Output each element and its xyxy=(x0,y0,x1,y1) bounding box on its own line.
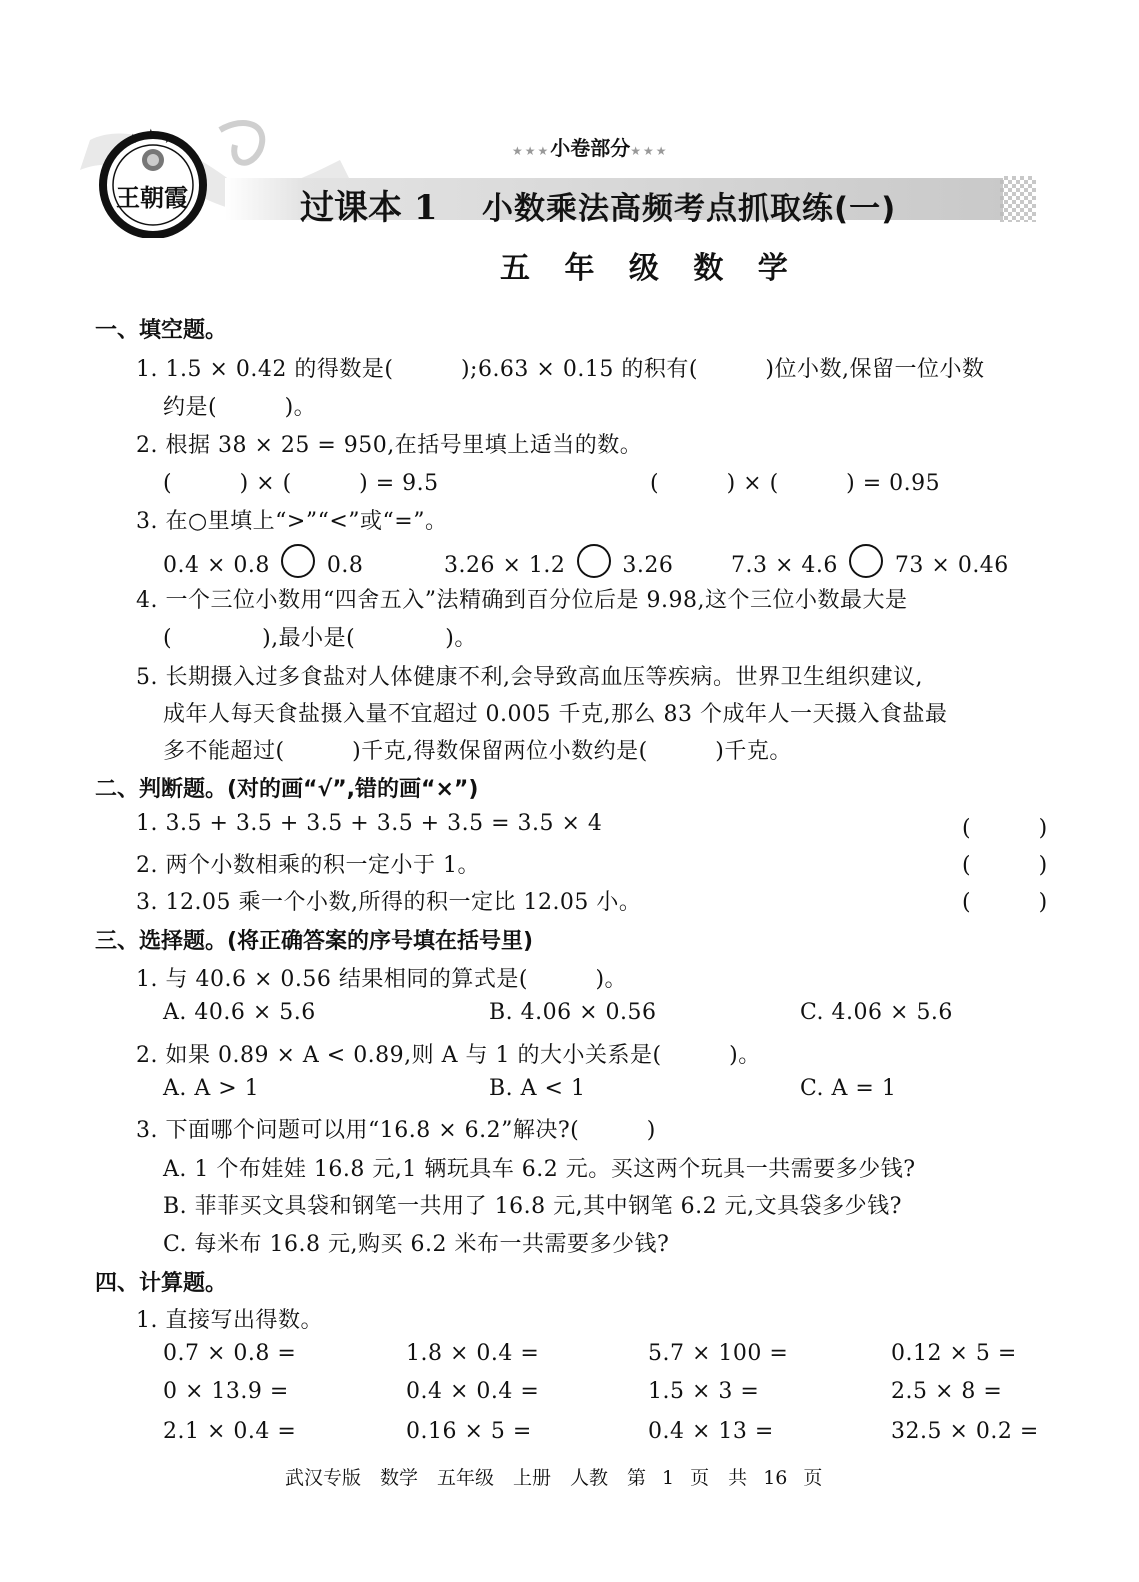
s1-q3-b-left: 3.26 × 1.2 xyxy=(444,553,566,578)
s1-q4-line1: 4. 一个三位小数用“四舍五入”法精确到百分位后是 9.98,这个三位小数最大是 xyxy=(136,588,908,613)
calc-cell: 1.5 × 3 = xyxy=(648,1379,760,1404)
calc-cell: 0.7 × 0.8 = xyxy=(163,1341,297,1366)
s3-q1-option-a: A. 40.6 × 5.6 xyxy=(163,1000,316,1025)
s1-q3-a-right: 0.8 xyxy=(326,553,364,578)
calc-cell: 2.5 × 8 = xyxy=(891,1379,1003,1404)
s1-q2-left: ( ) × ( ) = 9.5 xyxy=(163,471,439,496)
svg-text:★: ★ xyxy=(163,132,175,147)
calc-cell: 1.8 × 0.4 = xyxy=(406,1341,540,1366)
calc-cell: 0.16 × 5 = xyxy=(406,1419,532,1444)
part-label xyxy=(512,132,669,161)
s1-q3-item-a xyxy=(163,544,363,578)
s1-q3-item-b xyxy=(444,544,673,578)
s1-q3-item-c xyxy=(731,544,1009,578)
lesson-subtitle: 小数乘法高频考点抓取练(一) xyxy=(482,191,897,227)
s1-q3-b-right: 3.26 xyxy=(622,553,674,578)
part-label-text: 小卷部分 xyxy=(550,136,631,160)
compare-circle-icon[interactable] xyxy=(281,544,315,578)
compare-circle-icon[interactable] xyxy=(849,544,883,578)
s1-q5-line3: 多不能超过( )千克,得数保留两位小数约是( )千克。 xyxy=(163,739,792,764)
s1-q3-c-left: 7.3 × 4.6 xyxy=(731,553,838,578)
s3-q3-option-b: B. 菲菲买文具袋和钢笔一共用了 16.8 元,其中钢笔 6.2 元,文具袋多少钱? xyxy=(163,1194,902,1219)
calc-cell: 5.7 × 100 = xyxy=(648,1341,789,1366)
section-true-false-heading: 二、判断题。(对的画“√”,错的画“×”) xyxy=(95,777,479,802)
s1-q2-right: ( ) × ( ) = 0.95 xyxy=(650,471,941,496)
logo-text: 王朝霞 xyxy=(116,183,188,212)
calc-cell: 0.4 × 0.4 = xyxy=(406,1379,540,1404)
s1-q1-line1: 1. 1.5 × 0.42 的得数是( );6.63 × 0.15 的积有( )位小数,保留一位小数 xyxy=(136,357,985,382)
s3-q2: 2. 如果 0.89 × A < 0.89,则 A 与 1 的大小关系是( )。 xyxy=(136,1043,761,1068)
calc-cell: 0 × 13.9 = xyxy=(163,1379,289,1404)
s1-q5-line2: 成年人每天食盐摄入量不宜超过 0.005 千克,那么 83 个成年人一天摄入食盐最 xyxy=(163,702,948,727)
s1-q2-line1: 2. 根据 38 × 25 = 950,在括号里填上适当的数。 xyxy=(136,433,643,458)
calc-cell: 32.5 × 0.2 = xyxy=(891,1419,1039,1444)
publisher-logo xyxy=(98,128,208,238)
grade-subject: 五 年 级 数 学 xyxy=(500,251,800,286)
s3-q3: 3. 下面哪个问题可以用“16.8 × 6.2”解决?( ) xyxy=(136,1118,656,1143)
s2-q3: 3. 12.05 乘一个小数,所得的积一定比 12.05 小。 xyxy=(136,890,642,915)
s1-q1-line2: 约是( )。 xyxy=(163,395,317,420)
s3-q3-option-a: A. 1 个布娃娃 16.8 元,1 辆玩具车 6.2 元。买这两个玩具一共需要多少钱? xyxy=(163,1157,916,1182)
section-fill-blank-heading: 一、填空题。 xyxy=(95,318,228,343)
stars-right: ★★★ xyxy=(630,144,669,158)
s3-q2-option-c: C. A = 1 xyxy=(800,1076,897,1101)
svg-text:★: ★ xyxy=(145,128,157,142)
s3-q2-option-a: A. A > 1 xyxy=(163,1076,260,1101)
s3-q2-option-b: B. A < 1 xyxy=(489,1076,586,1101)
s2-q2-bracket[interactable]: ( ) xyxy=(962,853,1048,878)
s3-q3-option-c: C. 每米布 16.8 元,购买 6.2 米布一共需要多少钱? xyxy=(163,1232,670,1257)
calc-cell: 0.12 × 5 = xyxy=(891,1341,1017,1366)
s3-q1-option-c: C. 4.06 × 5.6 xyxy=(800,1000,953,1025)
s3-q1: 1. 与 40.6 × 0.56 结果相同的算式是( )。 xyxy=(136,967,628,992)
s1-q5-line1: 5. 长期摄入过多食盐对人体健康不利,会导致高血压等疾病。世界卫生组织建议, xyxy=(136,665,923,690)
calc-cell: 0.4 × 13 = xyxy=(648,1419,774,1444)
s1-q4-line2: ( ),最小是( )。 xyxy=(163,626,477,651)
stars-left: ★★★ xyxy=(512,144,551,158)
s2-q3-bracket[interactable]: ( ) xyxy=(962,890,1048,915)
page-footer: 武汉专版 数学 五年级 上册 人教 第 1 页 共 16 页 xyxy=(285,1467,823,1489)
calc-cell: 2.1 × 0.4 = xyxy=(163,1419,297,1444)
lesson-title: 过课本 1 xyxy=(300,188,438,228)
section-calc-heading: 四、计算题。 xyxy=(95,1271,228,1296)
s3-q1-option-b: B. 4.06 × 0.56 xyxy=(489,1000,657,1025)
svg-text:★: ★ xyxy=(127,132,139,147)
s2-q1: 1. 3.5 + 3.5 + 3.5 + 3.5 + 3.5 = 3.5 × 4 xyxy=(136,811,603,836)
s1-q3-c-right: 73 × 0.46 xyxy=(894,553,1009,578)
s1-q3-line1: 3. 在○里填上“>”“<”或“=”。 xyxy=(136,509,448,534)
section-choice-heading: 三、选择题。(将正确答案的序号填在括号里) xyxy=(95,929,534,954)
s4-q1: 1. 直接写出得数。 xyxy=(136,1308,323,1333)
compare-circle-icon[interactable] xyxy=(577,544,611,578)
s2-q1-bracket[interactable]: ( ) xyxy=(962,816,1048,841)
s2-q2: 2. 两个小数相乘的积一定小于 1。 xyxy=(136,853,480,878)
banner-pattern xyxy=(1000,176,1036,222)
s1-q3-a-left: 0.4 × 0.8 xyxy=(163,553,270,578)
